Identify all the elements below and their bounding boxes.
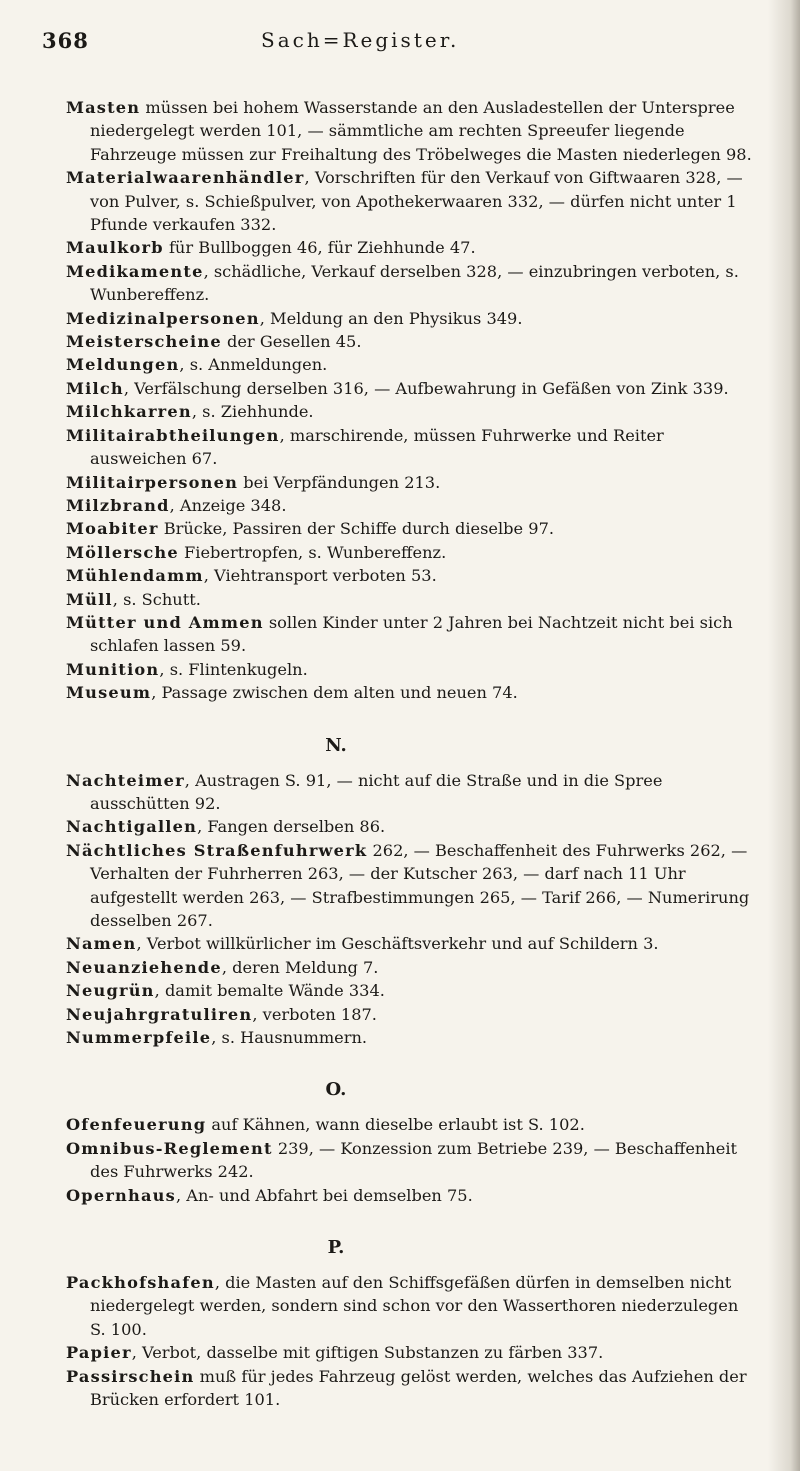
entry-keyword: Opernhaus: [66, 1185, 176, 1205]
entry-keyword: Papier: [66, 1343, 132, 1363]
entry-text: , Fangen derselben 86.: [197, 817, 386, 837]
running-title: Sach=Register.: [261, 28, 460, 52]
entry-text: , s. Anmeldungen.: [179, 355, 328, 375]
entry-keyword: Milzbrand: [66, 495, 170, 515]
entry-keyword: Möllersche: [66, 542, 179, 562]
entry-text: bei Verpfändungen 213.: [238, 472, 441, 492]
index-entry: [66, 260, 756, 307]
entry-keyword: Militairpersonen: [66, 472, 239, 492]
index-entry: [66, 424, 756, 471]
entry-keyword: Nächtliches Straßenfuhrwerk: [66, 840, 368, 860]
index-entry: [66, 1113, 756, 1136]
entry-keyword: Medikamente: [66, 261, 204, 281]
index-entry: [66, 564, 756, 587]
index-entry: [66, 541, 756, 564]
entry-keyword: Milchkarren: [66, 402, 192, 422]
entry-text: , Viehtransport verboten 53.: [203, 566, 437, 586]
index-entry: [66, 400, 756, 423]
entry-keyword: Materialwaarenhändler: [66, 168, 305, 188]
entry-text: , die Masten auf den Schiffsgefäßen dürfen in demselben nicht niedergelegt werden, sondern sind schon vor den Wasserthoren niederzulegen S. 100.: [90, 1273, 739, 1339]
index-entry: [66, 166, 756, 236]
index-entry: [66, 330, 756, 353]
entry-keyword: Munition: [66, 659, 160, 679]
entry-text: 262, — Beschaffenheit des Fuhrwerks 262, — Verhalten der Fuhrherren 263, — der Kutscher 263, — darf nach 11 Uhr aufgestellt werden 263, — Strafbestimmungen 265, — Tarif 266, — Numerirung desselben 267.: [90, 840, 750, 930]
entry-text: 239, — Konzession zum Betriebe 239, — Beschaffenheit des Fuhrwerks 242.: [90, 1138, 738, 1182]
index-entry: [66, 681, 756, 704]
index-entry: [66, 1137, 756, 1184]
index-entry: [66, 769, 756, 816]
entry-list: [66, 1271, 756, 1411]
index-entry: [66, 377, 756, 400]
index-entry: [66, 658, 756, 681]
entry-text: , s. Ziehhunde.: [191, 402, 314, 422]
entry-text: , marschirende, müssen Fuhrwerke und Reiter ausweichen 67.: [90, 425, 664, 469]
index-entry: [66, 236, 756, 259]
index-entry: [66, 979, 756, 1002]
entry-text: , s. Flintenkugeln.: [159, 659, 308, 679]
index-entry: [66, 839, 756, 933]
entry-list: [66, 96, 756, 705]
entry-list: [66, 1113, 756, 1207]
section-letter: O.: [325, 1079, 347, 1101]
entry-keyword: Passirschein: [66, 1366, 195, 1386]
entry-text: sollen Kinder unter 2 Jahren bei Nachtzeit nicht bei sich schlafen lassen 59.: [90, 612, 733, 656]
entry-keyword: Mütter und Ammen: [66, 612, 264, 632]
entry-keyword: Ofenfeuerung: [66, 1115, 207, 1135]
entry-list: [66, 769, 756, 1050]
entry-keyword: Medizinalpersonen: [66, 308, 260, 328]
entry-text: , s. Hausnummern.: [211, 1028, 368, 1048]
entry-text: , Verbot, dasselbe mit giftigen Substanzen zu färben 337.: [131, 1343, 604, 1363]
index-entry: [66, 517, 756, 540]
entry-text: , schädliche, Verkauf derselben 328, — einzubringen verboten, s. Wunbereffenz.: [90, 261, 739, 305]
index-entry: [66, 353, 756, 376]
entry-text: für Bullboggen 46, für Ziehhunde 47.: [163, 238, 476, 258]
entry-keyword: Nachteimer: [66, 770, 185, 790]
entry-keyword: Neuanziehende: [66, 957, 222, 977]
page-edge-shadow: [768, 0, 800, 1471]
section-letter: P.: [327, 1237, 345, 1259]
entry-text: Fiebertropfen, s. Wunbereffenz.: [178, 542, 447, 562]
index-entry: [66, 611, 756, 658]
entry-text: auf Kähnen, wann dieselbe erlaubt ist S. 102.: [206, 1115, 585, 1135]
entry-keyword: Maulkorb: [66, 238, 164, 258]
index-entry: [66, 307, 756, 330]
entry-keyword: Namen: [66, 934, 137, 954]
entry-keyword: Moabiter: [66, 519, 159, 539]
index-entry: [66, 1003, 756, 1026]
entry-keyword: Mühlendamm: [66, 566, 204, 586]
entry-keyword: Neujahrgratuliren: [66, 1004, 253, 1024]
entry-text: , Vorschriften für den Verkauf von Giftwaaren 328, — von Pulver, s. Schießpulver, von Apothekerwaaren 332, — dürfen nicht unter 1 Pfunde verkaufen 332.: [90, 168, 743, 235]
entry-keyword: Nachtigallen: [66, 817, 198, 837]
index-entry: [66, 815, 756, 838]
index-entry: [66, 96, 756, 166]
entry-keyword: Müll: [66, 589, 113, 609]
index-entry: [66, 588, 756, 611]
entry-keyword: Militairabtheilungen: [66, 425, 280, 445]
entry-keyword: Museum: [66, 683, 152, 703]
index-entry: [66, 1184, 756, 1207]
index-entry: [66, 1341, 756, 1364]
entry-keyword: Nummerpfeile: [66, 1028, 212, 1048]
entry-text: müssen bei hohem Wasserstande an den Ausladestellen der Unterspree niedergelegt werden 101, — sämmtliche am rechten Spreeufer liegende Fahrzeuge müssen zur Freihaltung des Tröbelweges die Masten niederlegen 98.: [90, 98, 752, 164]
index-entry: [66, 1271, 756, 1341]
entry-text: , verboten 187.: [252, 1004, 377, 1024]
entry-text: Brücke, Passiren der Schiffe durch dieselbe 97.: [158, 519, 555, 539]
index-entry: [66, 932, 756, 955]
entry-text: der Gesellen 45.: [221, 332, 362, 352]
entry-keyword: Meldungen: [66, 355, 180, 375]
index-entry: [66, 494, 756, 517]
entry-keyword: Milch: [66, 378, 124, 398]
entry-text: , s. Schutt.: [112, 589, 201, 609]
index-entry: [66, 1365, 756, 1412]
entry-text: , Passage zwischen dem alten und neuen 74.: [151, 683, 518, 703]
entry-keyword: Packhofshafen: [66, 1273, 215, 1293]
index-entry: [66, 1026, 756, 1049]
entry-text: , An- und Abfahrt bei demselben 75.: [175, 1185, 473, 1205]
entry-text: , Austragen S. 91, — nicht auf die Straße und in die Spree ausschütten 92.: [90, 770, 663, 813]
page-number: 368: [42, 28, 89, 53]
entry-keyword: Meisterscheine: [66, 332, 222, 352]
index-body: [66, 96, 756, 1412]
entry-keyword: Omnibus-Reglement: [66, 1138, 273, 1158]
entry-text: , deren Meldung 7.: [221, 957, 379, 977]
entry-text: , Verfälschung derselben 316, — Aufbewahrung in Gefäßen von Zink 339.: [123, 378, 729, 398]
entry-text: , Anzeige 348.: [169, 495, 287, 515]
index-entry: [66, 471, 756, 494]
section-letter: N.: [325, 734, 347, 756]
entry-text: , Verbot willkürlicher im Geschäftsverkehr und auf Schildern 3.: [136, 934, 659, 954]
entry-keyword: Masten: [66, 98, 141, 117]
entry-text: , damit bemalte Wände 334.: [154, 981, 385, 1001]
page-header: [42, 28, 756, 66]
entry-text: muß für jedes Fahrzeug gelöst werden, welches das Aufziehen der Brücken erfordert 101.: [90, 1366, 747, 1410]
entry-text: , Meldung an den Physikus 349.: [259, 308, 523, 328]
index-entry: [66, 956, 756, 979]
entry-keyword: Neugrün: [66, 981, 155, 1001]
